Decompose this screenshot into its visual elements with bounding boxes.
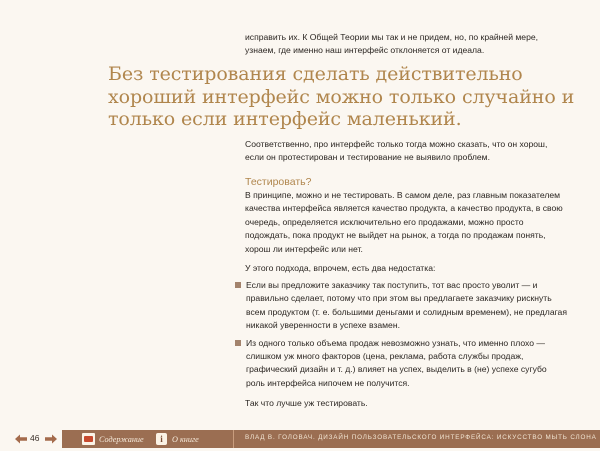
square-bullet-icon [235,282,241,288]
paragraph-conclusion [245,138,565,165]
book-title: ВЛАД В. ГОЛОВАЧ. ДИЗАЙН ПОЛЬЗОВАТЕЛЬСКОГО ИНТЕРФЕЙСА: ИСКУССТВО МЫТЬ СЛОНА [245,434,597,441]
paragraph-final [245,397,565,410]
footer-divider [233,430,234,448]
square-bullet-icon [235,340,241,346]
table-of-contents-button[interactable] [82,431,144,447]
intro-text: исправить их. К Общей Теории мы так и не придем, но, по крайней мере, узнаем, где именно наш интерфейс отклоняется от идеала. [245,32,539,56]
arrow-left-icon [14,432,28,446]
paragraph-principle [245,189,565,256]
next-page-button[interactable] [44,432,58,446]
info-icon: i [156,433,167,445]
list-item-text: Из одного только объема продаж невозможно узнать, что именно плохо — слишком уж много факторов (цена, реклама, работа службы продаж, графический дизайн и т. д.) влияет на успех, выделить в (не) успехе сугубо роль интерфейса нипочем не получится. [246,337,547,388]
about-book-button[interactable] [156,431,199,447]
paragraph-conclusion-text: Соответственно, про интерфейс только тогда можно сказать, что он хорош, если он протестирован и тестирование не выявило проблем. [245,139,548,163]
prev-page-button[interactable] [14,432,28,446]
arrow-right-icon [44,432,58,446]
paragraph-drawbacks-intro [245,262,565,275]
drawbacks-list [235,279,567,394]
paragraph-drawbacks-intro-text: У этого подхода, впрочем, есть два недостатка: [245,263,436,273]
paragraph-principle-text: В принципе, можно и не тестировать. В самом деле, раз главным показателем качества интерфейса является качество продукта, а качество продукта, в свою очередь, определяется исключительно его продажами, можно просто подождать, пока продукт не выйдет на рынок, а тогда по продажам понять, хорош ли интерфейс или нет. [245,190,563,254]
book-icon [82,433,95,445]
intro-paragraph [245,31,565,58]
list-item [235,279,567,333]
pull-quote: Без тестирования сделать действительно хороший интерфейс можно только случайно и только если интерфейс маленький. [108,63,575,130]
about-book-label: О книге [172,434,199,444]
page-number: 46 [30,433,40,443]
paragraph-final-text: Так что лучше уж тестировать. [245,398,368,408]
section-subheading: Тестировать? [245,176,312,188]
list-item [235,337,567,391]
list-item-text: Если вы предложите заказчику так поступить, тот вас просто уволит — и правильно сделает, потому что при этом вы предлагаете заказчику рискнуть всем продуктом (т. е. большими деньгами и солидным временем), не предлагая никакой уверенности в успехе взамен. [246,280,567,331]
table-of-contents-label: Содержание [99,434,144,444]
